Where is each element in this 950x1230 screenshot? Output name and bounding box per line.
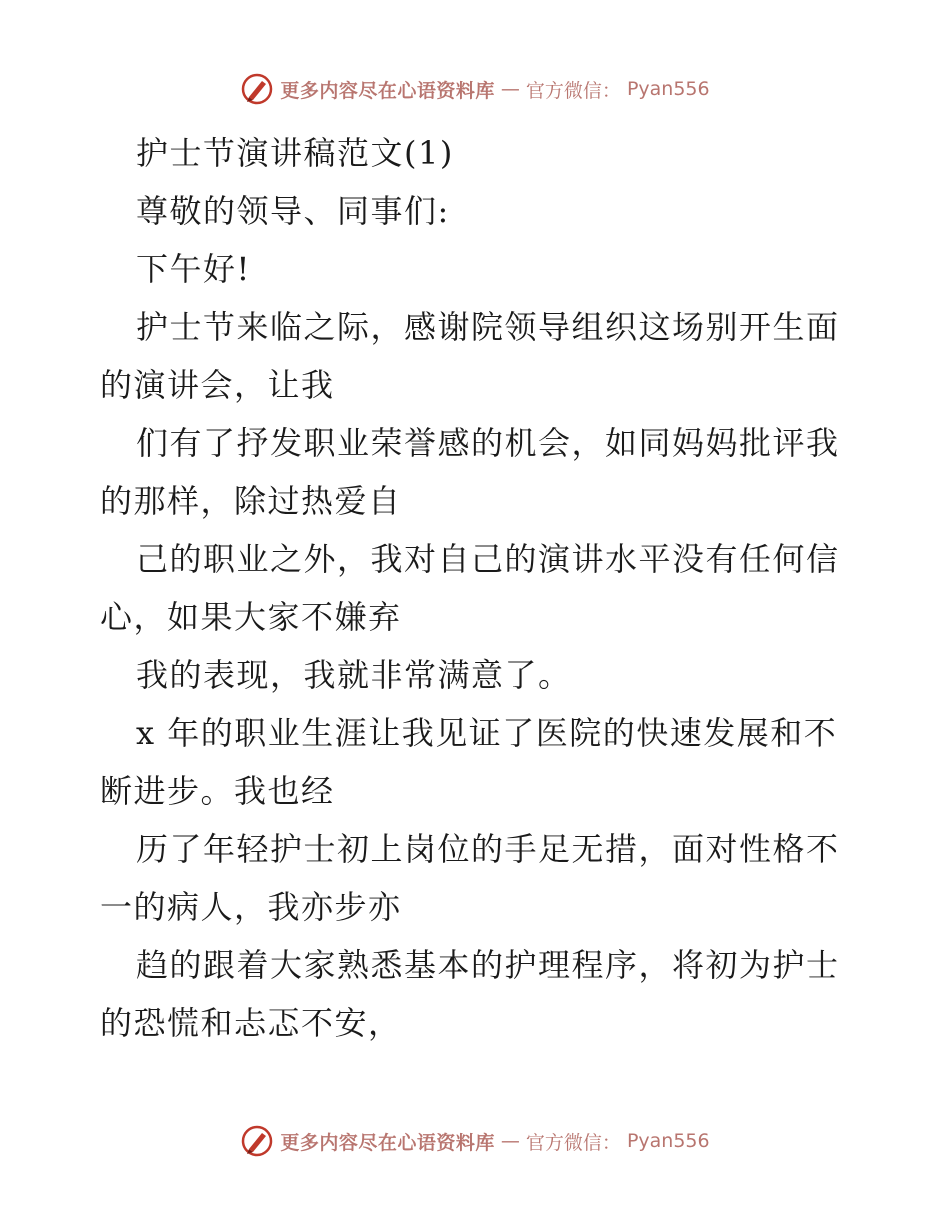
doc-line: 护士节来临之际，感谢院领导组织这场别开生面 [136, 308, 840, 346]
watermark-separator: — [500, 1130, 520, 1152]
document-body [100, 124, 852, 1052]
watermark-site-text: 更多内容尽在心语资料库 [280, 79, 495, 102]
footer-watermark [0, 1124, 950, 1158]
doc-line: 我的表现，我就非常满意了。 [136, 656, 572, 694]
doc-line: 护士节演讲稿范文(1) [136, 134, 454, 172]
doc-line: 一的病人，我亦步亦 [100, 888, 402, 926]
doc-line: 心，如果大家不嫌弃 [100, 598, 402, 636]
pen-logo-icon [240, 72, 274, 106]
doc-line: 们有了抒发职业荣誉感的机会，如同妈妈批评我 [136, 424, 840, 462]
watermark-site-text: 更多内容尽在心语资料库 [280, 1131, 495, 1154]
pen-logo-icon [240, 1124, 274, 1158]
doc-line: 的那样，除过热爱自 [100, 482, 402, 520]
doc-line: 的演讲会，让我 [100, 366, 335, 404]
watermark-label: 官方微信： [525, 1131, 621, 1154]
doc-line: 历了年轻护士初上岗位的手足无措，面对性格不 [136, 830, 840, 868]
header-watermark [0, 72, 950, 106]
doc-line: 趋的跟着大家熟悉基本的护理程序，将初为护士 [136, 946, 840, 984]
doc-line: 断进步。我也经 [100, 772, 335, 810]
doc-line: 己的职业之外，我对自己的演讲水平没有任何信 [136, 540, 840, 578]
watermark-label: 官方微信： [525, 79, 621, 102]
watermark-wechat-id: Pyan556 [626, 1130, 710, 1152]
doc-line: 尊敬的领导、同事们: [136, 192, 450, 230]
watermark-wechat-id: Pyan556 [626, 78, 710, 100]
doc-line: x 年的职业生涯让我见证了医院的快速发展和不 [136, 714, 838, 752]
watermark-separator: — [500, 78, 520, 100]
doc-line: 的恐慌和忐忑不安， [100, 1004, 402, 1042]
doc-line: 下午好! [136, 250, 251, 288]
